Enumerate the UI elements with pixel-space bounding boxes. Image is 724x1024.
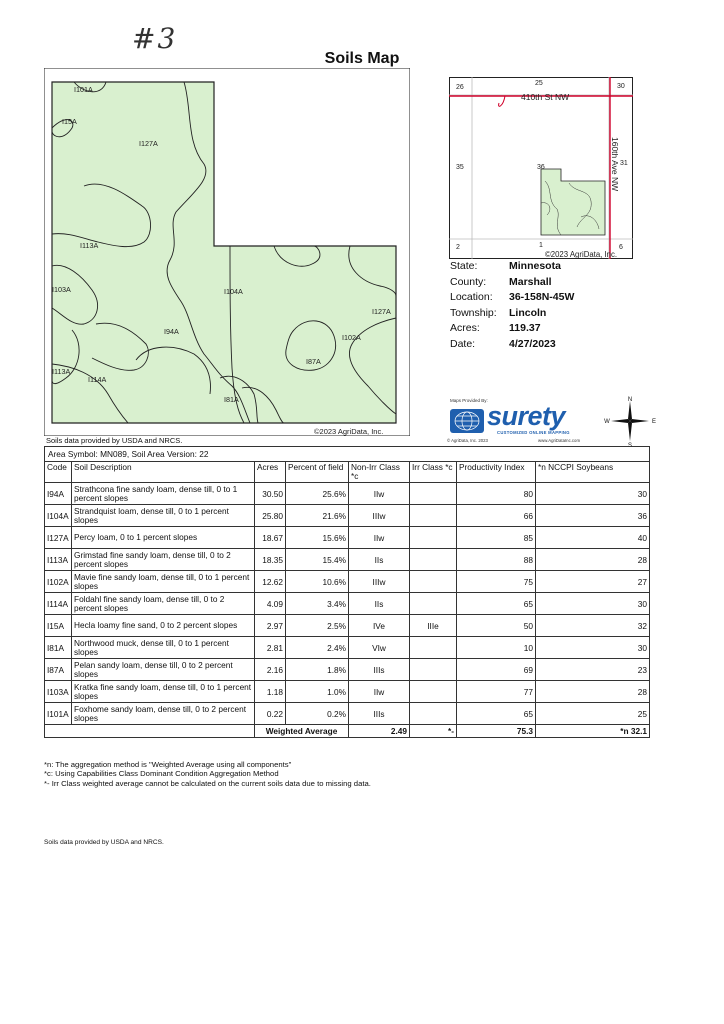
soil-code: I102A (45, 571, 72, 593)
soil-code: I94A (45, 483, 72, 505)
percent-of-field: 2.4% (286, 637, 349, 659)
col-header-nonirr: Non-Irr Class *c (349, 462, 410, 483)
table-row (45, 527, 650, 549)
col-header-productivity: Productivity Index (457, 462, 536, 483)
col-header-acres: Acres (255, 462, 286, 483)
locator-map (449, 77, 633, 259)
soil-description: Grimstad fine sandy loam, dense till, 0 to 2 percent slopes (72, 549, 255, 571)
irr-class (410, 703, 457, 725)
weighted-average-row (45, 725, 650, 738)
svg-text:I101A: I101A (74, 85, 93, 94)
percent-of-field: 21.6% (286, 505, 349, 527)
weighted-average-label: Weighted Average (255, 725, 349, 738)
road-label-160th: 160th Ave NW (610, 137, 620, 192)
non-irr-class: IIs (349, 549, 410, 571)
nccpi-soybeans: 25 (536, 703, 650, 725)
table-row (45, 615, 650, 637)
productivity-index: 80 (457, 483, 536, 505)
non-irr-class: IIw (349, 483, 410, 505)
info-key: State: (450, 260, 478, 272)
non-irr-class: VIw (349, 637, 410, 659)
svg-text:E: E (651, 419, 657, 425)
svg-text:1: 1 (539, 242, 543, 249)
soil-code: I87A (45, 659, 72, 681)
field-info (450, 259, 574, 353)
non-irr-class: IIw (349, 527, 410, 549)
compass-rose-icon (603, 395, 657, 447)
acres: 2.16 (255, 659, 286, 681)
nccpi-soybeans: 27 (536, 571, 650, 593)
acres: 30.50 (255, 483, 286, 505)
surety-logo: surety (487, 401, 566, 431)
percent-of-field: 25.6% (286, 483, 349, 505)
info-key: Location: (450, 291, 493, 304)
table-row (45, 659, 650, 681)
info-township: Lincoln (509, 306, 547, 319)
productivity-index: 50 (457, 615, 536, 637)
percent-of-field: 1.8% (286, 659, 349, 681)
acres: 25.80 (255, 505, 286, 527)
info-key: Township: (450, 306, 497, 319)
productivity-index: 77 (457, 681, 536, 703)
nccpi-soybeans: 28 (536, 681, 650, 703)
info-key: Date: (450, 337, 476, 350)
page-title: Soils Map (324, 50, 400, 67)
logo-website: www.AgriDataInc.com (538, 438, 581, 443)
nccpi-soybeans: 30 (536, 483, 650, 505)
productivity-index: 10 (457, 637, 536, 659)
usda-note: Soils data provided by USDA and NRCS. (46, 436, 183, 445)
soil-code: I15A (45, 615, 72, 637)
svg-text:N: N (627, 397, 633, 403)
svg-text:I87A: I87A (306, 357, 321, 366)
svg-text:I15A: I15A (62, 117, 77, 126)
productivity-index: 88 (457, 549, 536, 571)
non-irr-class: IIIs (349, 703, 410, 725)
soil-description: Hecla loamy fine sand, 0 to 2 percent slopes (72, 615, 255, 637)
percent-of-field: 1.0% (286, 681, 349, 703)
soil-description: Northwood muck, dense till, 0 to 1 percent slopes (72, 637, 255, 659)
table-row (45, 703, 650, 725)
svg-text:©2023 AgriData, Inc.: ©2023 AgriData, Inc. (314, 427, 384, 436)
non-irr-class: IIIs (349, 659, 410, 681)
nccpi-soybeans: 40 (536, 527, 650, 549)
col-header-irr: Irr Class *c (410, 462, 457, 483)
irr-class (410, 659, 457, 681)
footnote: *c: Using Capabilities Class Dominant Condition Aggregation Method (44, 769, 279, 779)
irr-class (410, 637, 457, 659)
non-irr-class: IIs (349, 593, 410, 615)
svg-text:25: 25 (535, 80, 543, 87)
svg-text:I102A: I102A (342, 333, 361, 342)
weighted-irr: *- (410, 725, 457, 738)
footnotes (44, 760, 371, 788)
acres: 18.35 (255, 549, 286, 571)
svg-text:I81A: I81A (224, 395, 239, 404)
irr-class (410, 681, 457, 703)
nccpi-soybeans: 23 (536, 659, 650, 681)
soil-code: I114A (45, 593, 72, 615)
nccpi-soybeans: 36 (536, 505, 650, 527)
locator-credit: ©2023 AgriData, Inc. (545, 250, 618, 259)
footnote: *- Irr Class weighted average cannot be calculated on the current soils data due to missing data. (44, 778, 371, 788)
soil-code: I103A (45, 681, 72, 703)
soil-code: I113A (45, 549, 72, 571)
col-header-code: Code (45, 462, 72, 483)
percent-of-field: 2.5% (286, 615, 349, 637)
svg-text:S: S (627, 443, 633, 447)
logo-copyright: © AgriData, Inc. 2023 (447, 438, 488, 443)
productivity-index: 69 (457, 659, 536, 681)
percent-of-field: 0.2% (286, 703, 349, 725)
percent-of-field: 15.4% (286, 549, 349, 571)
soils-map (44, 68, 410, 436)
soil-code: I104A (45, 505, 72, 527)
acres: 4.09 (255, 593, 286, 615)
table-row (45, 593, 650, 615)
table-row (45, 549, 650, 571)
weighted-productivity: 75.3 (457, 725, 536, 738)
weighted-nonirr: 2.49 (349, 725, 410, 738)
nccpi-soybeans: 30 (536, 593, 650, 615)
irr-class: IIIe (410, 615, 457, 637)
info-key: Acres: (450, 322, 480, 335)
footnote: *n: The aggregation method is "Weighted Average using all components" (44, 760, 292, 769)
soil-description: Mavie fine sandy loam, dense till, 0 to 1 percent slopes (72, 571, 255, 593)
svg-text:26: 26 (456, 84, 464, 91)
soil-description: Kratka fine sandy loam, dense till, 0 to 1 percent slopes (72, 681, 255, 703)
non-irr-class: IIIw (349, 571, 410, 593)
road-label-410th: 410th St NW (521, 92, 570, 102)
bottom-usda-note: Soils data provided by USDA and NRCS. (44, 839, 164, 846)
svg-text:2: 2 (456, 244, 460, 251)
soil-description: Foldahl fine sandy loam, dense till, 0 to 2 percent slopes (72, 593, 255, 615)
svg-text:I94A: I94A (164, 327, 179, 336)
irr-class (410, 505, 457, 527)
percent-of-field: 15.6% (286, 527, 349, 549)
soils-table (44, 446, 650, 738)
info-date: 4/27/2023 (509, 337, 556, 350)
table-row (45, 681, 650, 703)
nccpi-soybeans: 32 (536, 615, 650, 637)
soil-description: Foxhome sandy loam, dense till, 0 to 2 percent slopes (72, 703, 255, 725)
svg-text:I114A: I114A (88, 375, 107, 384)
svg-text:35: 35 (456, 164, 464, 171)
nccpi-soybeans: 30 (536, 637, 650, 659)
info-key: County: (450, 275, 487, 288)
nccpi-soybeans: 28 (536, 549, 650, 571)
soil-code: I101A (45, 703, 72, 725)
globe-icon (449, 406, 485, 434)
percent-of-field: 10.6% (286, 571, 349, 593)
area-symbol: Area Symbol: MN089, Soil Area Version: 22 (45, 447, 650, 462)
table-row (45, 637, 650, 659)
soil-code: I81A (45, 637, 72, 659)
info-county: Marshall (509, 275, 552, 288)
acres: 12.62 (255, 571, 286, 593)
acres: 2.81 (255, 637, 286, 659)
logo-provided-by: Maps Provided By: (450, 398, 488, 403)
svg-text:I104A: I104A (224, 287, 243, 296)
irr-class (410, 593, 457, 615)
soil-description: Pelan sandy loam, dense till, 0 to 2 percent slopes (72, 659, 255, 681)
table-row (45, 571, 650, 593)
acres: 0.22 (255, 703, 286, 725)
percent-of-field: 3.4% (286, 593, 349, 615)
svg-text:I127A: I127A (139, 139, 158, 148)
irr-class (410, 527, 457, 549)
field-boundary (52, 82, 396, 423)
svg-text:I103A: I103A (52, 285, 71, 294)
acres: 18.67 (255, 527, 286, 549)
non-irr-class: IIw (349, 681, 410, 703)
irr-class (410, 483, 457, 505)
table-row (45, 505, 650, 527)
productivity-index: 66 (457, 505, 536, 527)
col-header-description: Soil Description (72, 462, 255, 483)
svg-text:31: 31 (620, 160, 628, 167)
svg-text:36: 36 (537, 164, 545, 171)
irr-class (410, 571, 457, 593)
svg-text:30: 30 (617, 83, 625, 90)
non-irr-class: IVe (349, 615, 410, 637)
logo-tagline: CUSTOMIZED ONLINE MAPPING (497, 430, 570, 435)
col-header-percent: Percent of field (286, 462, 349, 483)
productivity-index: 65 (457, 593, 536, 615)
col-header-nccpi: *n NCCPI Soybeans (536, 462, 650, 483)
info-acres: 119.37 (509, 322, 541, 335)
acres: 2.97 (255, 615, 286, 637)
table-row (45, 483, 650, 505)
productivity-index: 85 (457, 527, 536, 549)
irr-class (410, 549, 457, 571)
info-state: Minnesota (509, 260, 561, 272)
svg-text:6: 6 (619, 244, 623, 251)
soil-description: Strandquist loam, dense till, 0 to 1 percent slopes (72, 505, 255, 527)
soil-description: Strathcona fine sandy loam, dense till, 0 to 1 percent slopes (72, 483, 255, 505)
productivity-index: 75 (457, 571, 536, 593)
productivity-index: 65 (457, 703, 536, 725)
svg-text:W: W (604, 419, 610, 425)
non-irr-class: IIIw (349, 505, 410, 527)
soil-description: Percy loam, 0 to 1 percent slopes (72, 527, 255, 549)
handwritten-number: #3 (132, 22, 178, 55)
info-location: 36-158N-45W (509, 291, 575, 304)
soil-code: I127A (45, 527, 72, 549)
svg-text:I113A: I113A (52, 367, 71, 376)
acres: 1.18 (255, 681, 286, 703)
weighted-nccpi: *n 32.1 (536, 725, 650, 738)
svg-text:I113A: I113A (80, 241, 99, 250)
svg-text:I127A: I127A (372, 307, 391, 316)
